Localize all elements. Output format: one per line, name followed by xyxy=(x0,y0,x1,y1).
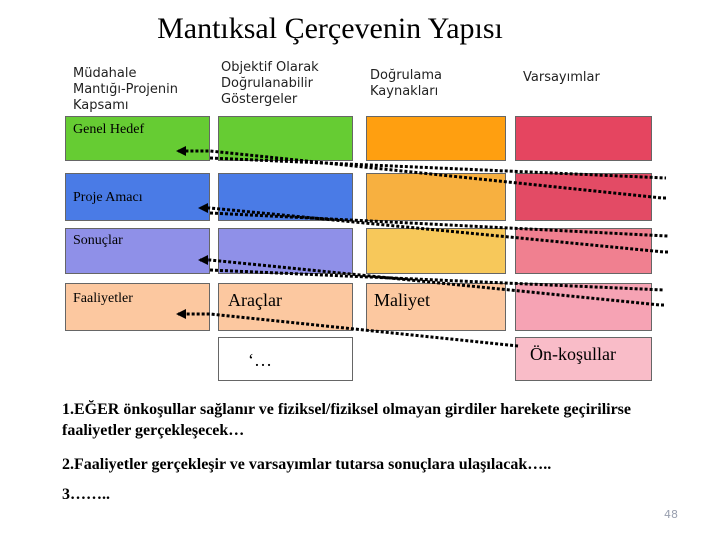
header-line: Objektif Olarak xyxy=(221,60,319,75)
header-line: Doğrulama xyxy=(370,68,443,83)
header-line: Kaynakları xyxy=(370,84,439,99)
arrow-to-assumption-results xyxy=(210,270,664,290)
cell-label-on-kosullar: Ön-koşullar xyxy=(530,344,616,364)
arrow-to-faaliyetler xyxy=(178,314,518,346)
note-3: 3…….. xyxy=(62,486,110,503)
page-number: 48 xyxy=(664,508,678,521)
row-label-sonuclar: Sonuçlar xyxy=(73,233,123,248)
header-line: Müdahale xyxy=(73,66,137,81)
row-label-proje-amaci: Proje Amacı xyxy=(73,190,143,205)
note-1: 1.EĞER önkoşullar sağlanır ve fiziksel/fiziksel olmayan girdiler harekete geçirilirse faaliyetler gerçekleşecek… xyxy=(62,401,632,439)
arrow-to-assumption-goal xyxy=(210,158,666,178)
header-line: Kapsamı xyxy=(73,98,129,113)
row-label-faaliyetler: Faaliyetler xyxy=(73,291,133,306)
header-line: Göstergeler xyxy=(221,92,298,107)
cell-label-araclar: Araçlar xyxy=(228,290,282,310)
cell-label-ellipsis: ‘… xyxy=(248,350,272,370)
note-2: 2.Faaliyetler gerçekleşir ve varsayımlar tutarsa sonuçlara ulaşılacak….. xyxy=(62,456,552,473)
header-line: Mantığı-Projenin xyxy=(73,82,179,97)
cell-label-maliyet: Maliyet xyxy=(374,290,430,310)
header-line: Doğrulanabilir xyxy=(221,76,314,91)
header-assumptions: Varsayımlar xyxy=(523,70,600,85)
arrow-to-assumption-purpose xyxy=(210,213,668,236)
row-label-genel-hedef: Genel Hedef xyxy=(73,122,145,137)
arrow-to-sonuclar xyxy=(200,260,664,305)
page-title: Mantıksal Çerçevenin Yapısı xyxy=(157,12,503,45)
arrow-to-genel-hedef xyxy=(178,151,666,198)
